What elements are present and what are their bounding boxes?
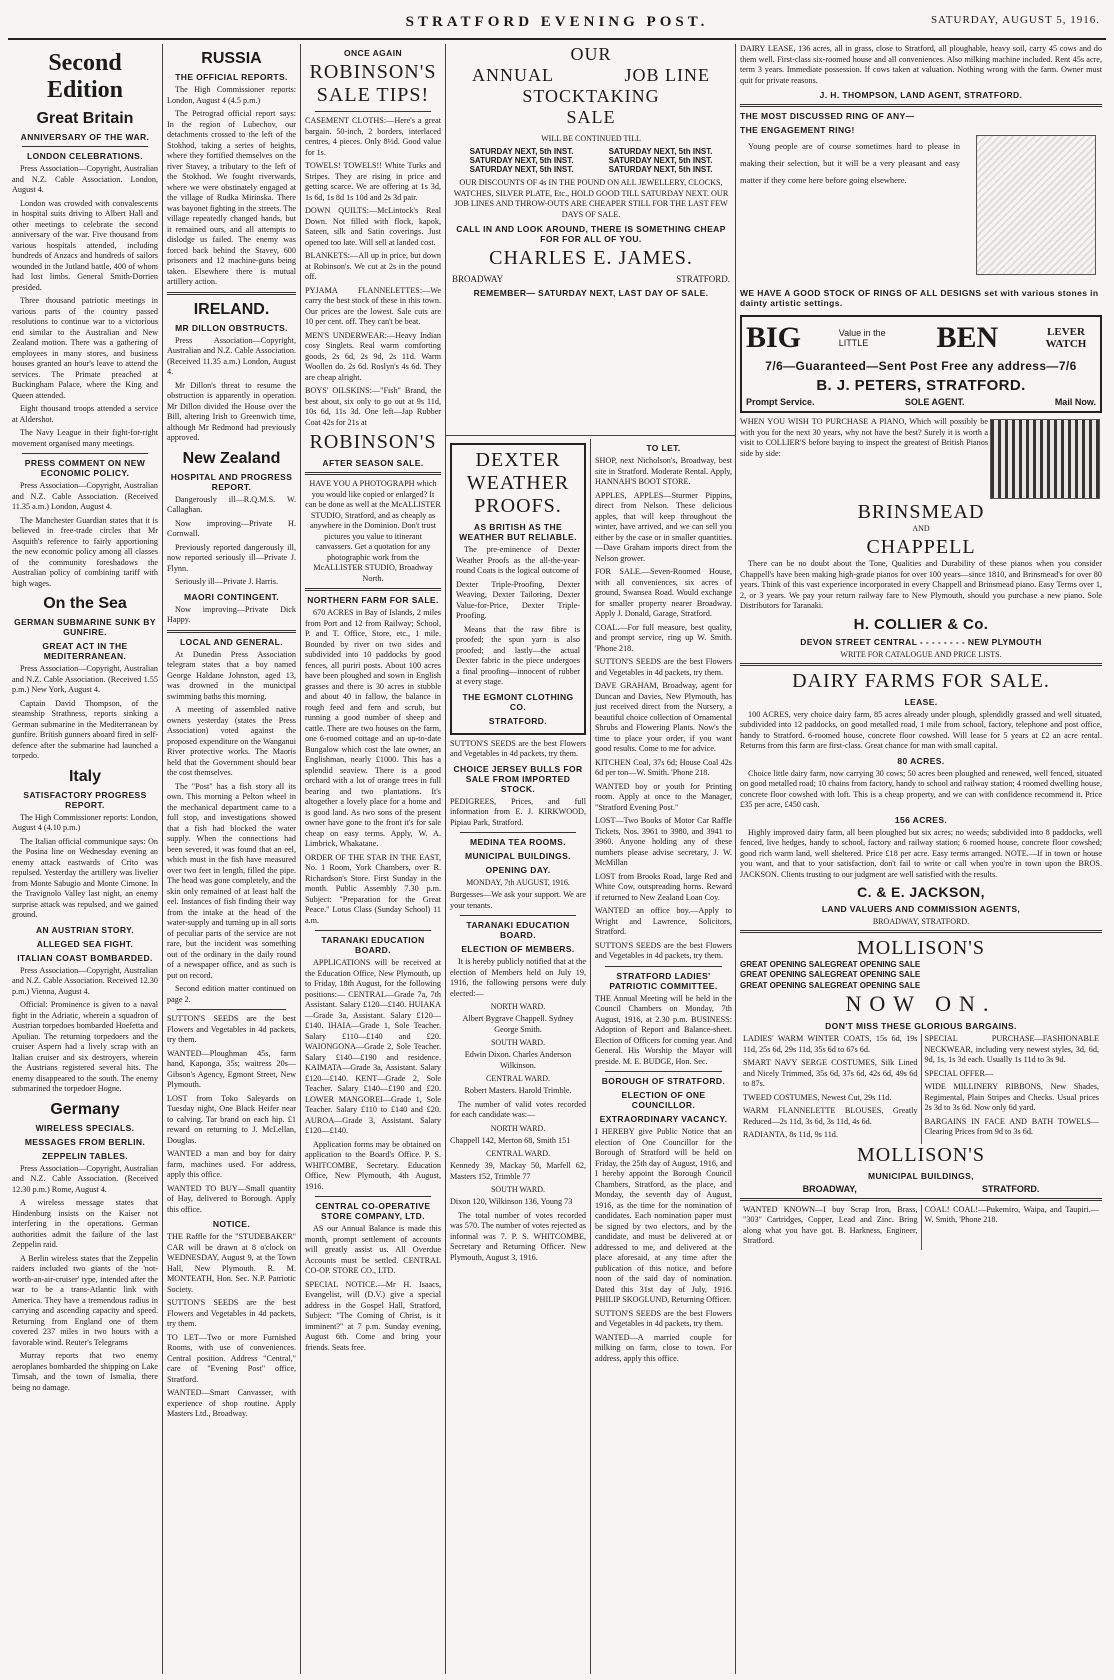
article-text: Eight thousand troops attended a service at Aldershot.: [12, 404, 158, 424]
ward-central: CENTRAL WARD.: [486, 1149, 550, 1158]
ad-text: The number of valid votes recorded for each candidate was:—: [450, 1099, 586, 1119]
vote-counts: Kennedy 39, Mackay 50, Marfell 62, Masters 152, Trimble 77: [450, 1161, 586, 1181]
headline-to-let: TO LET.: [646, 443, 681, 453]
headline-borough: BOROUGH OF STRATFORD.: [601, 1076, 726, 1086]
subhead-zeppelin: ZEPPELIN TABLES.: [41, 1150, 129, 1161]
ad-opening-sale: GREAT OPENING SALE: [830, 980, 921, 990]
classified-ad: DAVE GRAHAM, Broadway, agent for Duncan and Davies, New Plymouth, has just received direct from the Nursery, a beautiful choice collection of Ornamental Shrubs and Flowering Plants. Now's the time to place your order, if you want good results. Come to me for advice.: [595, 681, 732, 753]
ad-discounts: OUR DISCOUNTS OF 4s IN THE POUND ON ALL JEWELLERY, CLOCKS, WATCHES, SILVER PLATE, Etc., HOLD GOOD TILL SATURDAY NEXT. OUR JOB LINES AND THROW-OUTS ARE CHEAPER STILL FOR THE LAST FEW DAYS OF SALE.: [453, 178, 729, 219]
headline-local: LOCAL AND GENERAL.: [179, 636, 284, 647]
ad-stocktaking-title: STOCKTAKING: [522, 86, 660, 106]
subhead-vacancy: EXTRAORDINARY VACANCY.: [599, 1114, 728, 1124]
ad-dairy-farms-head: DAIRY FARMS FOR SALE.: [792, 669, 1050, 692]
subhead-london: LONDON CELEBRATIONS.: [27, 151, 143, 161]
ad-item: PYJAMA FLANNELETTES:—We carry the best stock of these in this town. Our prices are the lowest. Sale cuts are 10 per cent. off. They can't be beat.: [305, 285, 441, 326]
column-3: [301, 44, 446, 1674]
ad-date-line: SATURDAY NEXT, 5th INST.: [608, 156, 713, 165]
ward-names: Edwin Dixon. Charles Anderson Wilkinson.: [464, 1050, 572, 1070]
ad-ring-text: Young people are of course sometimes hard to please in making their selection, but it will be a very pleasant and easy matter if they come here before going elsewhere.: [740, 141, 960, 185]
ad-robinsons-title: ROBINSON'S: [309, 61, 437, 83]
ad-item: SPECIAL OFFER—: [924, 1068, 994, 1078]
ad-80-acres: 80 ACRES.: [897, 755, 945, 766]
ad-municipal-buildings: MUNICIPAL BUILDINGS,: [868, 1170, 974, 1181]
article-text: The "Post" has a fish story all its own. This morning a Pelton wheel in the mechanical department came to a full stop, and investigations showed that a fish had blocked the water supply. When the connections had been severed, it was found that an eel, which must in the fish have measured over two feet in length, filled the pipe. The head was gone completely, and the skin only remained of at least half the eel. Instances of fish finding their way from the intake at the head of the water-supply and turning up in all sorts of peculiar parts of the service are not rare, but the incident was something out of the ordinary in the daily round of a newspaper office, and as such is put on record.: [167, 781, 296, 980]
ad-and: AND: [912, 524, 930, 533]
ward-names: Robert Masters. Harold Trimble.: [464, 1086, 572, 1095]
section-italy: Italy: [68, 767, 101, 785]
article-text: The High Commissioner reports: London, August 4 (4.5 p.m.): [167, 85, 296, 105]
ad-thompson: J. H. THOMPSON, LAND AGENT, STRATFORD.: [819, 90, 1023, 100]
classified-ad: LOST—Two Books of Motor Car Raffle Tickets, Nos. 3961 to 3980, and 3941 to 3960. Anyone holding any of these numbers please advise secretary, J. W. McMillan: [595, 816, 732, 867]
headline-anniversary: ANNIVERSARY OF THE WAR.: [20, 132, 150, 142]
column-1: [8, 44, 163, 1674]
column-4b: [591, 439, 736, 1674]
classified-ad: SUTTON'S SEEDS are the best Flowers and Vegetables in 4d packets, try them.: [595, 940, 732, 960]
article-text: The Manchester Guardian states that it is believed in free-trade circles that Mr Asquith's reference to fairly apportioning the new economic policy among all classes of the community foreshadows the Australian policy of combining tariff with high wages.: [12, 515, 158, 588]
subhead-berlin: MESSAGES FROM BERLIN.: [24, 1136, 146, 1147]
ad-date-line: SATURDAY NEXT, 5th INST.: [469, 165, 574, 174]
ad-text: It is hereby publicly notified that at the election of Members held on July 19, 1916, the following persons were duly elected:—: [450, 957, 586, 998]
classified-ad: WANTED TO BUY—Small quantity of Hay, delivered to Borough. Apply this office.: [167, 1183, 296, 1214]
ad-big-ben: [740, 315, 1102, 413]
ad-dont-miss: DON'T MISS THESE GLORIOUS BARGAINS.: [825, 1021, 1017, 1032]
ad-opening-sale: GREAT OPENING SALE: [830, 970, 921, 980]
classified-ad: THE Raffle for the "STUDEBAKER" CAR will be drawn at 8 o'clock on WEDNESDAY, August 9, at the Town Hall, New Plymouth. R. M. MONTEATH, Hon. Sec. N.P. Patriotic Society.: [167, 1232, 296, 1294]
vote-counts: Chappell 142, Merton 68, Smith 151: [450, 1135, 571, 1145]
ad-municipal: MUNICIPAL BUILDINGS.: [465, 851, 571, 861]
article-text: At Dunedin Press Association telegram states that a boy named George Haldane Johnston, aged 13, was drowned in the municipal swimming baths this morning.: [167, 649, 296, 701]
ad-m-stratford: STRATFORD.: [982, 1183, 1040, 1194]
article-text: Dangerously ill—R.Q.M.S. W. Callaghan.: [167, 494, 296, 514]
ad-item: SPECIAL PURCHASE—FASHIONABLE NECKWEAR, including very newest styles, 3d, 6d, 9d, 1s, 1s 3d each. Usually 1s 11d to 3s 9d.: [924, 1034, 1099, 1065]
ad-ring-stock: WE HAVE A GOOD STOCK OF RINGS OF ALL DESIGNS set with various stones in dainty artistic settings.: [740, 288, 1099, 308]
classified-ad: WANTED a man and boy for dairy farm, machines used. For address, apply this office.: [167, 1149, 296, 1179]
ad-item: TWEED COSTUMES, Newest Cut, 29s 11d.: [743, 1092, 892, 1102]
ad-sale-tips: SALE TIPS!: [316, 84, 430, 106]
ad-jackson: C. & E. JACKSON,: [857, 884, 985, 900]
article-text: Now improving—Private H. Cornwall.: [167, 518, 296, 538]
article-text: A meeting of assembled native owners yesterday (states the Press Association) voted against the proposed expenditure on the Wanganui River protective works. The Maoris held that the Government should bear the cost themselves.: [167, 705, 296, 777]
classified-ad: COAL! COAL!—Pukemiro, Waipa, and Taupiri.—W. Smith, 'Phone 218.: [924, 1204, 1099, 1225]
ad-after-season: AFTER SEASON SALE.: [322, 458, 424, 468]
classified-ad: SHOP, next Nicholson's, Broadway, best site in Stratford. Moderate Rental. Apply, HANNAH'S BOOT STORE.: [595, 456, 732, 486]
ad-piano-text: There can be no doubt about the Tone, Qualities and Durability of these pianos when you consider Chappell's have been making high-grade pianos for over 100 years—since 1810, and Brinsmead's for over 80 years. Think of this vast experience incorporated in every Chappell and Brinsmead piano. Easy Terms over 1, 2, or 3 years. We pay your return railway fare to New Plymouth, should you purchase a new piano. Sole Distributors for Taranaki.: [740, 559, 1102, 610]
ad-now-on: NOW ON.: [845, 991, 997, 1017]
ad-broadway: BROADWAY: [452, 274, 504, 284]
article-text: A wireless message states that Hindenburg insists on the Kaiser not interfering in the operations. German authorities admit the failure of the last Zeppelin raid.: [12, 1198, 158, 1249]
ad-peters: B. J. PETERS, STRATFORD.: [816, 377, 1026, 394]
ad-item: LADIES' WARM WINTER COATS, 15s 6d, 19s 11d, 25s 6d, 29s 11d, 35s 6d to 67s 6d.: [743, 1034, 918, 1054]
ad-piano: [740, 417, 1102, 659]
subhead-great-act: GREAT ACT IN THE MEDITERRANEAN.: [42, 641, 128, 661]
subhead-election: ELECTION OF MEMBERS.: [461, 944, 575, 954]
ad-text: Means that the raw fibre is proofed; the spun yarn is also proofed; and lastly—the actual Dexter fabric in the piece undergoes a final proofing—innocent of rubber at every stage.: [456, 624, 580, 686]
article-text: Press Association—Copyright, Australian and N.Z. Cable Association. (Received 1.55 p.m.) New York, August 4.: [12, 664, 158, 694]
ad-ring: [740, 111, 1102, 311]
article-text: The Navy League in their fight-for-right movement organised many meetings.: [12, 428, 158, 448]
ad-opening-sale: GREAT OPENING SALE: [740, 960, 831, 969]
headline-northern-farm: NORTHERN FARM FOR SALE.: [307, 595, 439, 605]
ad-date-line: SATURDAY NEXT, 5th INST.: [469, 156, 574, 165]
ward-central: CENTRAL WARD.: [486, 1074, 550, 1083]
ad-date-line: SATURDAY NEXT, 5th INST.: [469, 147, 574, 156]
classified-ad: WANTED an office boy.—Apply to Wright and Lawrence, Solicitors, Stratford.: [595, 906, 732, 936]
headline-austrian: AN AUSTRIAN STORY.: [35, 924, 135, 935]
newspaper-title: STRATFORD EVENING POST.: [405, 14, 709, 30]
subhead-coast: ITALIAN COAST BOMBARDED.: [17, 952, 153, 963]
ad-engagement: THE ENGAGEMENT RING!: [740, 125, 855, 135]
column-2: [163, 44, 301, 1674]
ad-text: Dexter Triple-Proofing, Dexter Weaving, Dexter Tailoring, Dexter Value-for-Price, Dexter Triple-Proofing.: [456, 579, 580, 620]
ad-text: The pre-eminence of Dexter Weather Proofs as the all-the-year-round Coats is the logical outcome of: [456, 545, 580, 575]
classified-ad: WANTED KNOWN—I buy Scrap Iron, Brass, "303" Cartridges, Copper, Lead and Zinc. Bring along what you have got. B. Harkness, Engineer, Stratford.: [743, 1204, 918, 1246]
headline-hospital: HOSPITAL AND PROGRESS REPORT.: [170, 471, 293, 492]
headline-coop: CENTRAL CO-OPERATIVE STORE COMPANY, LTD.: [315, 1201, 431, 1221]
ad-land-valuers: LAND VALUERS AND COMMISSION AGENTS,: [821, 904, 1021, 914]
ad-job-line: JOB LINE: [624, 65, 710, 85]
ad-item: TOWELS! TOWELS!! White Turks and Stripes. They are rising in price and getting scarce. We are offering at 1s 3d, 1s 6d, 1s 8d 1s 10d and 2s 3d pair.: [305, 161, 441, 202]
article-text: Press Association—Copyright, Australian and N.Z. Cable Association. Received 12.30 p.m.) Vienna, August 4.: [12, 965, 158, 996]
ad-big: BIG: [746, 321, 802, 354]
piano-image: [990, 419, 1100, 499]
subhead-sea-fight: ALLEGED SEA FIGHT.: [36, 938, 134, 949]
ad-sole-agent: SOLE AGENT.: [904, 397, 965, 407]
classified-ad: APPLES, APPLES—Sturmer Pippins, direct from Nelson. These delicious apples, that will keep throughout the winter, have arrived, and we can sell you either by the case or in smaller quantities.—Dave Graham imports direct from the Nelson grower.: [595, 490, 732, 563]
ad-item: BOYS' OILSKINS:—"Fish" Brand, the best about, six only to go out at 9s 11d, 10s 6d, 11s 3d. One left—Jap Rubber Coat 42s for 21s at: [305, 386, 441, 427]
ad-text: The total number of votes recorded was 570. The number of votes rejected as informal was 7. P. S. WHITCOMBE, Secretary and Returning Officer. New Plymouth, August 3, 1916.: [450, 1210, 586, 1262]
ward-north: NORTH WARD.: [490, 1002, 546, 1011]
ad-item: SMART NAVY SERGE COSTUMES, Silk Lined and Nicely Trimmed, 35s 6d, 37s 6d, 42s 6d, 49s 6d to 87s.: [743, 1058, 918, 1089]
classified-ad: LOST from Toko Saleyards on Tuesday night, One Black Heifer near to calving. Tar brand on each hip. £1 reward on returning to J. McLellan, Douglas.: [167, 1093, 296, 1145]
headline-jersey: CHOICE JERSEY BULLS FOR SALE FROM IMPORTED STOCK.: [453, 763, 583, 794]
section-russia: RUSSIA: [201, 50, 262, 67]
article-text: Previously reported dangerously ill, now reported seriously ill—Private J. Flynn.: [167, 542, 296, 573]
classified-ad: WANTED boy or youth for Printing room. Apply at once to the Manager, "Stratford Evening Post.": [595, 781, 732, 812]
ad-dexter-title: DEXTER WEATHER PROOFS.: [466, 449, 570, 517]
ad-item: BLANKETS:—All up in price, but down at Robinson's. We cut at 2s in the pound off.: [305, 251, 441, 281]
ad-devon: DEVON STREET CENTRAL - - - - - - - - NEW PLYMOUTH: [800, 636, 1042, 647]
classified-ad: PEDIGREES, Prices, and full information from E. J. KIRKWOOD, Pipiau Park, Stratford.: [450, 796, 586, 827]
article-text: Three thousand patriotic meetings in various parts of the country passed resolutions to continue war to a victorious end similar to the Australian and New Zealand motion. There was a gathering of employees in many stores, and business houses granted an hour's leave to attend the services. The Primate preached at Buckingham Palace, where the King and Queen attended.: [12, 296, 158, 400]
ad-text: THE Annual Meeting will be held in the Council Chambers on Monday, 7th August, 1916, at 2.30 p.m. BUSINESS: Adoption of Report and Balance-sheet. Election of Officers for coming year. And General. His Worship the Mayor will preside. M. E. BUDGE, Hon. Sec.: [595, 993, 732, 1066]
ad-remember: REMEMBER— SATURDAY NEXT, LAST DAY OF SALE.: [473, 288, 709, 298]
ad-egmont: THE EGMONT CLOTHING CO.: [462, 691, 574, 712]
vote-counts: Dixon 120, Wilkinson 136, Young 73: [450, 1197, 573, 1206]
article-text: Seriously ill—Private J. Harris.: [175, 577, 279, 586]
article-text: Press Association—Copyright, Australian and N.Z. Cable Association. (Received 12.30 p.m.) Rome, August 4.: [12, 1163, 158, 1194]
ad-mollisons: MOLLISON'S: [856, 937, 986, 959]
ad-ben: BEN: [936, 321, 999, 354]
ad-item: WARM FLANNELETTE BLOUSES, Greatly Reduced—2s 11d, 3s 6d, 3s 11d, 4s 6d.: [743, 1106, 918, 1126]
section-on-the-sea: On the Sea: [43, 595, 127, 612]
classified-ad: SUTTON'S SEEDS are the best Flowers and Vegetables in 4d packets, try them.: [450, 738, 586, 758]
masthead: [8, 6, 1106, 40]
classified-ad: KITCHEN Coal, 37s 6d; House Coal 42s 6d per ton—W. Smith. 'Phone 218.: [595, 757, 732, 777]
ward-south: SOUTH WARD.: [490, 1185, 546, 1194]
article-text: Mr Dillon's threat to resume the obstruction is apparently in operation. Mr Dillon divided the House over the Bill, altering Irish to Greenwich time, although Mr Redmond had previously approved.: [167, 380, 296, 442]
classified-ad: COAL.—For full measure, best quality, and prompt service, ring up W. Smith. 'Phone 218.: [595, 622, 732, 653]
classified-ad: WANTED—A married couple for milking on farm, close to town. For address, apply this office.: [595, 1332, 732, 1363]
section-new-zealand: New Zealand: [182, 449, 281, 467]
ad-egmont-town: STRATFORD.: [488, 715, 548, 726]
ad-text: SPECIAL NOTICE.—Mr H. Isaacs, Evangelist, will (D.V.) give a special address in the Gospel Hall, Stratford, Subject: "The Coming of Christ, is it imminent?" at 7 p.m. Sunday evening, August 6th. Come and bring your friends. Seats free.: [305, 1279, 441, 1352]
ad-lease: LEASE.: [904, 696, 938, 707]
column-4a: [446, 439, 591, 1674]
article-text: Press Association—Copyright, Australian and N.Z. Cable Association. (Received 11.35 a.m.) London, August 4.: [167, 335, 296, 376]
edition-banner: Second Edition: [46, 50, 124, 103]
ad-collier: H. COLLIER & Co.: [853, 615, 989, 633]
ad-catalogue: WRITE FOR CATALOGUE AND PRICE LISTS.: [840, 649, 1002, 659]
ad-text: Burgesses—We ask your support. We are your tenants.: [450, 890, 586, 910]
ad-our: OUR: [570, 44, 612, 64]
ad-item: BARGAINS IN FACE AND BATH TOWELS—Clearing Prices from 9d to 3s 6d.: [924, 1116, 1099, 1137]
headline-wireless: WIRELESS SPECIALS.: [35, 1122, 135, 1133]
ad-text: Highly improved dairy farm, all been ploughed but six acres; no weeds; subdivided into 8 paddocks, well fenced, live hedges, handy to school, factory and railway station; 6 roomed house, concrete floor cowshed; good rich warm land, well sheltered. Price £18 per acre. Easy terms arranged. NOTE.—If in town or house you want, and that to your satisfaction, don't fail to write or call when you're in town upon the BROS. JACKSON. Clients trusting to our judgment are well satisfied with the results.: [740, 827, 1102, 879]
ad-charles-james: CHARLES E. JAMES.: [489, 247, 693, 269]
ad-item: DOWN QUILTS:—McLintock's Real Down. Not filled with flock, kapok, Sateen, silk and Satin coverings. Just opened too late. Will sell at landed cost.: [305, 206, 441, 247]
ad-continued: WILL BE CONTINUED TILL: [541, 134, 641, 143]
ad-item: CASEMENT CLOTHS:—Here's a great bargain. 50-inch, 2 borders, interlaced centres, 4 pieces. Only 8½d. Good value for 1s.: [305, 116, 441, 157]
subhead-councillor: ELECTION OF ONE COUNCILLOR.: [621, 1090, 706, 1110]
ad-jackson-address: BROADWAY, STRATFORD.: [872, 917, 970, 926]
headline-official-reports: THE OFFICIAL REPORTS.: [175, 72, 288, 82]
classified-ad: WANTED—Ploughman 45s, farm hand, Kaponga, 35s; waitress 20s—Gibson's Agency, Egmont Street, New Plymouth.: [167, 1048, 296, 1089]
ward-south: SOUTH WARD.: [490, 1038, 546, 1047]
headline-taranaki: TARANAKI EDUCATION BOARD.: [321, 935, 425, 955]
ad-brinsmead: BRINSMEAD: [857, 501, 985, 523]
ad-item: RADIANTA, 8s 11d, 9s 11d.: [743, 1130, 838, 1140]
ad-photo-studio: HAVE YOU A PHOTOGRAPH which you would like copied or enlarged? It can be done as well at the McALLISTER STUDIO, Stratford, and as cheaply as anywhere in the Dominion. Don't trust pictures you value to itinerant canvassers. Get a quotation for any photographic work from the McALLISTER STUDIO, Broadway North.: [305, 479, 441, 583]
column-4: [446, 44, 736, 1674]
article-text: Murray reports that two enemy aeroplanes bombarded the shipping on Lake Timsah, and the town of Ismalia, there being no damage.: [12, 1351, 158, 1392]
article-text: The Italian official communique says: On the Posina line on Wednesday evening an enemy attack eastwards of Crito was repulsed. Yesterday the artillery was livelier from Monte Sabugio and Monte Cimone. In the Travignolo Valley last night, an enemy surprise attack was repulsed, and we gained ground.: [12, 836, 158, 919]
ad-robinsons-footer: ROBINSON'S: [309, 431, 437, 453]
ad-date-line: SATURDAY NEXT, 5th INST.: [608, 147, 713, 156]
ad-item: MEN'S UNDERWEAR:—Heavy Indian cosy Singlets. Real warm comforting goods, 2s 6d, 2s 9d, 2s 11d. Warm Woollen do. 2s 6d. Roslyn's 4s 6d. They are cheap alright.: [305, 330, 441, 382]
ad-ring-head: THE MOST DISCUSSED RING OF ANY—: [740, 111, 915, 121]
classified-ad: SUTTON'S SEEDS are the best Flowers and Vegetables in 4d packets, try them.: [595, 1308, 732, 1328]
classified-ad: SUTTON'S SEEDS are the best Flowers and Vegetables in 4d packets, try them.: [167, 1014, 296, 1044]
headline-medina: MEDINA TEA ROOMS.: [470, 837, 566, 847]
headline-submarine: GERMAN SUBMARINE SUNK BY GUNFIRE.: [14, 617, 156, 637]
classified-ad: SUTTON'S SEEDS are the best Flowers and Vegetables in 4d packets, try them.: [595, 657, 732, 677]
ad-text: 100 ACRES, very choice dairy farm, 85 acres already under plough, splendidly grassed and well situated, subdivided into 12 paddocks, on good metalled road, 1 mile from school, factory, telephone and post office, handy to Stratford. 6-roomed house, concrete floor cowshed. Will lease for 5 years at £2 an acre rental. Returns from this farm are first-class. Great chance for man with small capital.: [740, 709, 1102, 750]
ad-sale-word: SALE: [566, 107, 616, 127]
section-great-britain: Great Britain: [36, 110, 134, 127]
column-5: [736, 44, 1106, 1674]
article-text: Press Association—Copyright, Australian and N.Z. Cable Association. (Received 11.35 a.m.) London, August 4.: [12, 481, 158, 511]
ad-text: AS our Annual Balance is made this month, prompt settlement of accounts will greatly assist us. All Overdue Accounts must be settled. CENTRAL CO-OP. STORE CO., LTD.: [305, 1224, 441, 1275]
classified-ad: SUTTON'S SEEDS are the best Flowers and Vegetables in 4d packets, try them.: [167, 1298, 296, 1328]
headline-dillon: MR DILLON OBSTRUCTS.: [175, 322, 288, 333]
ad-mail: Mail Now.: [1054, 397, 1096, 407]
ad-text: Application forms may be obtained on application to the Board's Office. P. S. WHITCOMBE, Secretary. Education Office, New Plymouth, 4th August, 1916.: [305, 1139, 441, 1191]
ad-call-in: CALL IN AND LOOK AROUND, THERE IS SOMETHING CHEAP FOR FOR ALL OF YOU.: [456, 224, 726, 244]
article-text: Captain David Thompson, of the steamship Strathness, reports sinking a German submarine in the Mediterranean by gunfire. British gunners aboard fired in self-defence after the submarine had launched a torpedo.: [12, 698, 158, 760]
ad-text: ORDER OF THE STAR IN THE EAST, No. 1 Room, York Chambers, over R. Richardson's Store. First Sunday in the month. Public Assembly 7.30 p.m. Subject: "Preparation for the Great Peace." Lotus Class (Sunday School) 11 a.m.: [305, 852, 441, 925]
headline-notice: NOTICE.: [212, 1219, 251, 1229]
ad-opening-sale: GREAT OPENING SALE: [830, 960, 921, 969]
article-text: A Berlin wireless states that the Zeppelin raiders included two giants of the 'not-worth-an-air-cruiser' type, intended after the war to be a trans-Atlantic link with America. They have a tremendous radius in carrying and ascending capacity and speed. Returning from England one of them covered 237 miles in two hours with a favorable wind. Reuter's Telegrams: [12, 1253, 158, 1347]
subhead-maori: MAORI CONTINGENT.: [183, 591, 280, 602]
classified-ad: LOST from Brooks Road, large Red and White Cow, outspreading horns. Reward if returned to New Zealand Loan Coy.: [595, 871, 732, 902]
article-text: London was crowded with convalescents in hospital suits driving to Albert Hall and other meetings to celebrate the second anniversary of the war. Five thousand from various hospitals attended, including hundreds of Anzacs and hundreds of sailors wounded in the Jutland battle, 400 of whom had lost limbs. General Smith-Dorrien presided.: [12, 198, 158, 292]
ward-north: NORTH WARD.: [490, 1123, 546, 1133]
ad-m-broadway: BROADWAY,: [802, 1183, 857, 1194]
headline-press-comment: PRESS COMMENT ON NEW ECONOMIC POLICY.: [24, 458, 146, 478]
ad-lever: LEVER WATCH: [1045, 326, 1087, 350]
article-text: Second edition matter continued on page 2.: [167, 984, 296, 1004]
classified-ad: TO LET—Two or more Furnished Rooms, with use of conveniences. Central position. Address "Central," care of "Evening Post" office, Stratford.: [167, 1332, 296, 1384]
ad-opening-sale: GREAT OPENING SALE: [740, 980, 831, 990]
ad-chappell: CHAPPELL: [866, 536, 976, 558]
article-text: The High Commissioner reports: London, August 4 (4.10 p.m.): [12, 812, 158, 832]
ad-text: Choice little dairy farm, now carrying 30 cows; 50 acres been ploughed and renewed, well fenced, situated on good metalled road; 10 chains from factory, handy to school and railway station; 4 roomed dwelling house, concrete floor cowshed with loft. This is a cheap property, and we can with confidence recommend it. Price £35 per acre, £450 cash.: [740, 768, 1102, 809]
ad-piano-text: WHEN YOU WISH TO PURCHASE A PIANO, Which will possibly be with you for the next 30 years, why not have the best? Surely it is worth a visit to COLLIER'S before buying to inspect the greatest of British Pianos side by side:: [740, 417, 988, 458]
ad-value-in: Value in the LITTLE: [838, 328, 886, 348]
ad-dairy-lease: DAIRY LEASE, 136 acres, all in grass, close to Stratford, all ploughable, heavy soil, carry 45 cows and do them well. First-class six-roomed house and all conveniences. Also milking machine included. Rent 45s acre, term 3 years. Immediate possession. If cows taken at valuation. Nothing wrong with the farm. Owner must quit for private reasons.: [740, 44, 1102, 85]
headline-ladies-patriotic: STRATFORD LADIES' PATRIOTIC COMMITTEE.: [609, 970, 718, 991]
article-text: Press Association—Copyright, Australian and N.Z. Cable Association. London, August 4.: [12, 164, 158, 194]
ad-text: APPLICATIONS will be received at the Education Office, New Plymouth, up to Friday, 18th August, for the following positions:— CENTRAL—Grade 7a, 7th Assistant. Salary £120—£140. HUIAKA—Grade 3a, Assistant. Salary £120—£140. IHAIA—Grade 1, Sole Teacher. Salary £110—£140 and £20. WAIONGONA—Grade 2, Sole Teacher. Salary £140—£190 and residence. KAIMATA—Grade 3a, Assistant. Salary £120—£140. KENT—Grade 2, Sole Teacher. Salary £140—£190 and £20. LOWER MANGOREI—Grade 1, Sole Teacher. Salary £110 to £140 and £20. AUROA—Grade 3, Assistant. Salary £120—£140.: [305, 958, 441, 1135]
ad-once-again: ONCE AGAIN: [344, 48, 402, 58]
ad-opening-sale: GREAT OPENING SALE: [740, 970, 831, 980]
ad-monday: MONDAY, 7th AUGUST, 1916.: [466, 878, 570, 887]
section-germany: Germany: [50, 1100, 120, 1118]
ad-opening: OPENING DAY.: [485, 865, 551, 875]
classified-ad: WANTED—Smart Canvasser, with experience of shop routine. Apply Masters Ltd., Broadway.: [167, 1388, 296, 1418]
classified-ad: FOR SALE.—Seven-Roomed House, with all conveniences, six acres of ground, Swansea Road. Would exchange for smaller property nearer Broadway. Apply J. Donald, Garage, Stratford.: [595, 567, 732, 618]
ad-item: WIDE MILLINERY RIBBONS, New Shades, Regimental, Plain Stripes and Checks. Usual prices 2s 3d to 3s 6d. Now only 6d yard.: [924, 1082, 1099, 1113]
article-text: Now improving—Private Dick Happy.: [167, 604, 296, 624]
ad-prompt: Prompt Service.: [746, 397, 815, 407]
ad-stocktaking: [446, 44, 736, 436]
ad-date-line: SATURDAY NEXT, 5th INST.: [608, 165, 713, 174]
engraving-lady-image: [976, 135, 1096, 275]
ad-guaranteed: 7/6—Guaranteed—Sent Post Free any address—7/6: [765, 359, 1077, 373]
ad-text: 670 ACRES in Bay of Islands, 2 miles from Port and 12 from Railway; School, P. and T. Office, Store, etc., 1 mile. Bounded by river on two sides and subdivided into 10 paddocks by good fences, all puriri posts. About 100 acres have been ploughed and sown in English grasses and there is 30 acres in stubble and about 40 in fallow, the balance in rough feed and fern and scrub, but running a good number of sheep and cattle. There are two houses on the farm, one 6-roomed cottage and an up-to-date Bungalow which cost the late owner, an Englishman, nearly £1000. This has a splendid seaview. There is a good orchard with a lot of orange trees in full bearing and two plantations. It's altogether a lovely place for a home and is good land. As two sons of the present owner have gone to the front it's for sale cheap on easy terms. Apply, W. A. Limbrick, Whakatane.: [305, 608, 441, 848]
ward-names: Albert Bygrave Chappell. Sydney George Smith.: [462, 1014, 574, 1034]
ad-annual: ANNUAL: [472, 65, 554, 85]
article-text: The Petrograd official report says: In the region of Lubechov, our detachments crossed to the left of the Stokhod, taking a series of heights, where they fortified themselves on the river Stavey, a tributary to the left of the Stokhod. We fought riverwards, where we were obstinately engaged at the village of Rudka Mirinska. There was bayonet fighting in the streets. The village repeatedly changed hands, but it remained ours, and all attempts to dislodge us failed. The enemy was forced back behind the Stavey, 600 prisoners and 12 machine-guns being taken. Elsewhere there is mutual artillery action.: [167, 109, 296, 286]
headline-italy: SATISFACTORY PROGRESS REPORT.: [23, 789, 147, 810]
article-text: Official: Prominence is given to a naval fight in the Adriatic, wherein a squadron of Austrian torpedoes bombarded Hoefetta and Apulian. The returning torpedoers and the cruiser Aspern had a lively scrap with an Italian cruiser and six destroyers, wherein the Austrians registered several hits. The enemy disappeared to the south. The enemy submarined the torpedoer Hogne.: [12, 1000, 158, 1093]
ad-156-acres: 156 ACRES.: [894, 814, 948, 825]
ad-stratford: STRATFORD.: [676, 274, 730, 284]
headline-taranaki-election: TARANAKI EDUCATION BOARD.: [466, 920, 570, 940]
ad-text: I HEREBY give Public Notice that an election of One Councillor for the Borough of Stratford will be held on Friday, the 25th day of August, 1916, and I hereby appoint the Borough Council Chambers, Stratford, as the place, and Monday, the seventh day of August, 1916, as the time for the nomination of candidates. Each nomination paper must be signed by two electors, and by the candidate, and must be delivered at or addressed to me, and delivered at the place aforesaid, at any time after the publication of this notice, and before noon of the said day of nomination. Dated this 31st day of July, 1916. PHILIP SKOGLUND, Returning Officer.: [595, 1127, 732, 1304]
issue-date: SATURDAY, AUGUST 5, 1916.: [930, 14, 1100, 26]
section-ireland: IRELAND.: [193, 300, 270, 318]
ad-dexter-sub: AS BRITISH AS THE WEATHER BUT RELIABLE.: [459, 522, 577, 542]
ad-mollisons-footer: MOLLISON'S: [856, 1143, 986, 1166]
